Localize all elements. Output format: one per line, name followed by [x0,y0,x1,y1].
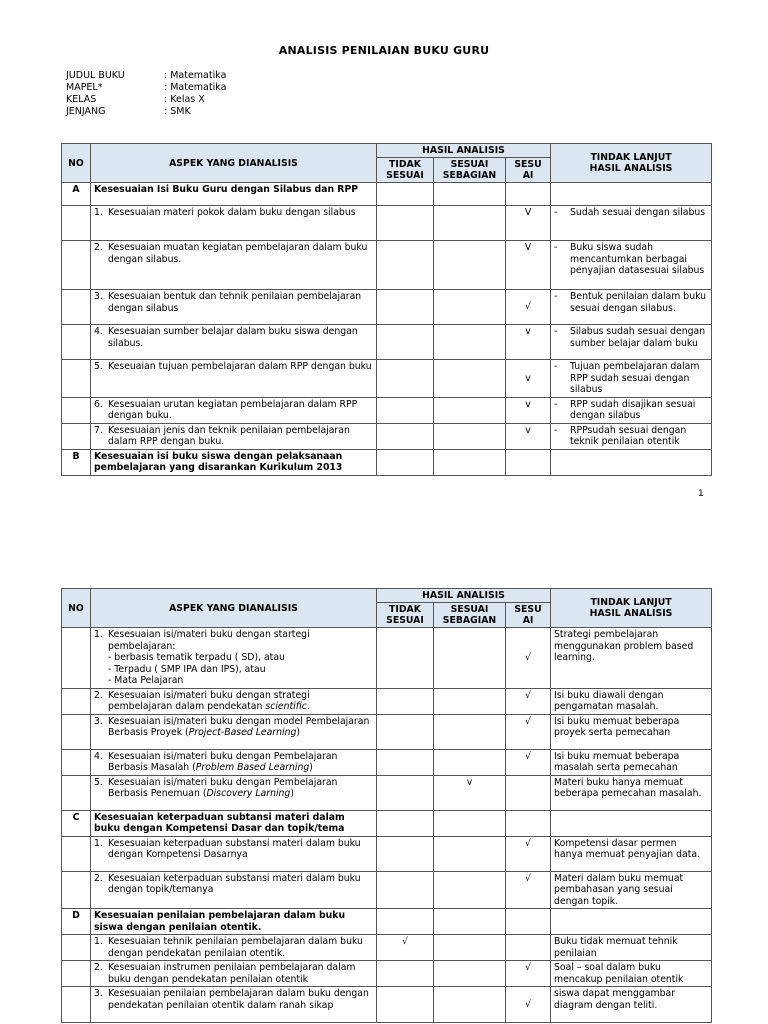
table-row: 1. Kesesuaian isi/materi buku dengan startegi pembelajaran: - berbasis tematik terpadu ( SD), atau - Terpadu ( SMP IPA dan IPS), atau - Mata Pelajaran √ Strategi pembelajaran menggunakan problem based learning. [62,628,712,689]
check-mark: √ [506,871,551,909]
table-row: 4. Kesesuaian isi/materi buku dengan Pembelajaran Berbasis Masalah (Problem Based Learning) √ Isi buku memuat beberapa masalah serta pemecahan [62,749,712,775]
header-hasil: HASIL ANALISIS [377,589,551,603]
check-mark: v [506,325,551,360]
header-tindak: TINDAK LANJUT HASIL ANALISIS [551,144,712,183]
check-mark: √ [506,688,551,714]
table-row: 6. Kesesuaian urutan kegiatan pembelajaran dalam RPP dengan buku. v - RPP sudah disajikan sesuai dengan silabus [62,397,712,423]
header-no: NO [62,589,91,628]
check-mark: V [506,241,551,290]
header-hasil: HASIL ANALISIS [377,144,551,158]
page-number: 1 [698,489,704,499]
section-row-d: D Kesesuaian penilaian pembelajaran dalam buku siswa dengan penilaian otentik. [62,909,712,935]
check-mark: V [506,206,551,241]
check-mark: √ [506,628,551,689]
analysis-table-1 [61,143,712,476]
table-row: 3. Kesesuaian penilaian pembelajaran dalam buku dengan pendekatan penilaian otentik dalam ranah sikap √ siswa dapat menggambar diagram dengan teliti. [62,987,712,1023]
check-mark: √ [506,961,551,987]
meta-row-jenjang: JENJANG : SMK [66,106,191,117]
table-row: 4. Kesesuaian sumber belajar dalam buku siswa dengan silabus. v - Silabus sudah sesuai dengan sumber belajar dalam buku [62,325,712,360]
header-sesuai-sebagian: SESUAI SEBAGIAN [434,603,506,628]
check-mark: √ [506,836,551,871]
table-row: 3. Kesesuaian isi/materi buku dengan model Pembelajaran Berbasis Proyek (Project-Based Learning) √ Isi buku memuat beberapa proyek serta pemecahan [62,714,712,749]
table-row: 1. Kesesuaian tehnik penilaian pembelajaran dalam buku dengan pendekatan penilaian otentik. √ Buku tidak memuat tehnik penilaian [62,935,712,961]
header-tidak-sesuai: TIDAK SESUAI [377,603,434,628]
meta-row-kelas: KELAS : Kelas X [66,94,205,105]
analysis-table-2 [61,588,712,1023]
section-row-a: A Kesesuaian Isi Buku Guru dengan Silabus dan RPP [62,183,712,206]
check-mark: v [434,775,506,810]
table-row: 1. Kesesuaian keterpaduan substansi materi dalam buku dengan Kompetensi Dasarnya √ Kompetensi dasar permen hanya memuat penyajian data. [62,836,712,871]
header-sesuai: SESU AI [506,158,551,183]
table-row: 7. Kesesuaian jenis dan teknik penilaian pembelajaran dalam RPP dengan buku. v - RPPsudah sesuai dengan teknik penilaian otentik [62,423,712,449]
check-mark: √ [506,749,551,775]
section-row-b: B Kesesuaian isi buku siswa dengan pelaksanaan pembelajaran yang disarankan Kurikulum 2013 [62,449,712,475]
table-row: 2. Kesesuaian isi/materi buku dengan strategi pembelajaran dalam pendekatan scientific. √ Isi buku diawali dengan pengamatan masalah. [62,688,712,714]
meta-row-judul: JUDUL BUKU : Matematika [66,70,227,81]
table-row: 5. Kesesuaian isi/materi buku dengan Pembelajaran Berbasis Penemuan (Discovery Larning) v Materi buku hanya memuat beberapa pemecahan masalah. [62,775,712,810]
table-row: 2. Kesesuaian keterpaduan substansi materi dalam buku dengan topik/temanya √ Materi dalam buku memuat pembahasan yang sesuai dengan topik. [62,871,712,909]
section-row-c: C Kesesuaian keterpaduan subtansi materi dalam buku dengan Kompetensi Dasar dan topik/tema [62,810,712,836]
header-no: NO [62,144,91,183]
table-row: 2. Kesesuaian muatan kegiatan pembelajaran dalam buku dengan silabus. V - Buku siswa sudah mencantumkan berbagai penyajian datasesuai silabus [62,241,712,290]
check-mark: v [506,423,551,449]
table-row: 1. Kesesuaian materi pokok dalam buku dengan silabus V - Sudah sesuai dengan silabus [62,206,712,241]
header-tindak: TINDAK LANJUT HASIL ANALISIS [551,589,712,628]
check-mark: √ [506,987,551,1023]
table-row: 5. Keseuaian tujuan pembelajaran dalam RPP dengan buku v - Tujuan pembelajaran dalam RPP sudah sesuai dengan silabus [62,360,712,398]
header-aspek: ASPEK YANG DIANALISIS [91,144,377,183]
header-aspek: ASPEK YANG DIANALISIS [91,589,377,628]
meta-row-mapel: MAPEL* : Matematika [66,82,227,93]
check-mark: √ [506,714,551,749]
header-sesuai: SESU AI [506,603,551,628]
header-tidak-sesuai: TIDAK SESUAI [377,158,434,183]
check-mark: v [506,360,551,398]
check-mark: √ [377,935,434,961]
document-title: ANALISIS PENILAIAN BUKU GURU [278,44,490,57]
table-row: 2. Kesesuaian instrumen penilaian pembelajaran dalam buku dengan pendekatan penilaian otentik √ Soal – soal dalam buku mencakup penilaian otentik [62,961,712,987]
check-mark: v [506,397,551,423]
header-sesuai-sebagian: SESUAI SEBAGIAN [434,158,506,183]
check-mark: √ [506,290,551,325]
table-row: 3. Kesesuaian bentuk dan tehnik penilaian pembelajaran dengan silabus √ - Bentuk penilaian dalam buku sesuai dengan silabus. [62,290,712,325]
book-meta [66,70,226,118]
